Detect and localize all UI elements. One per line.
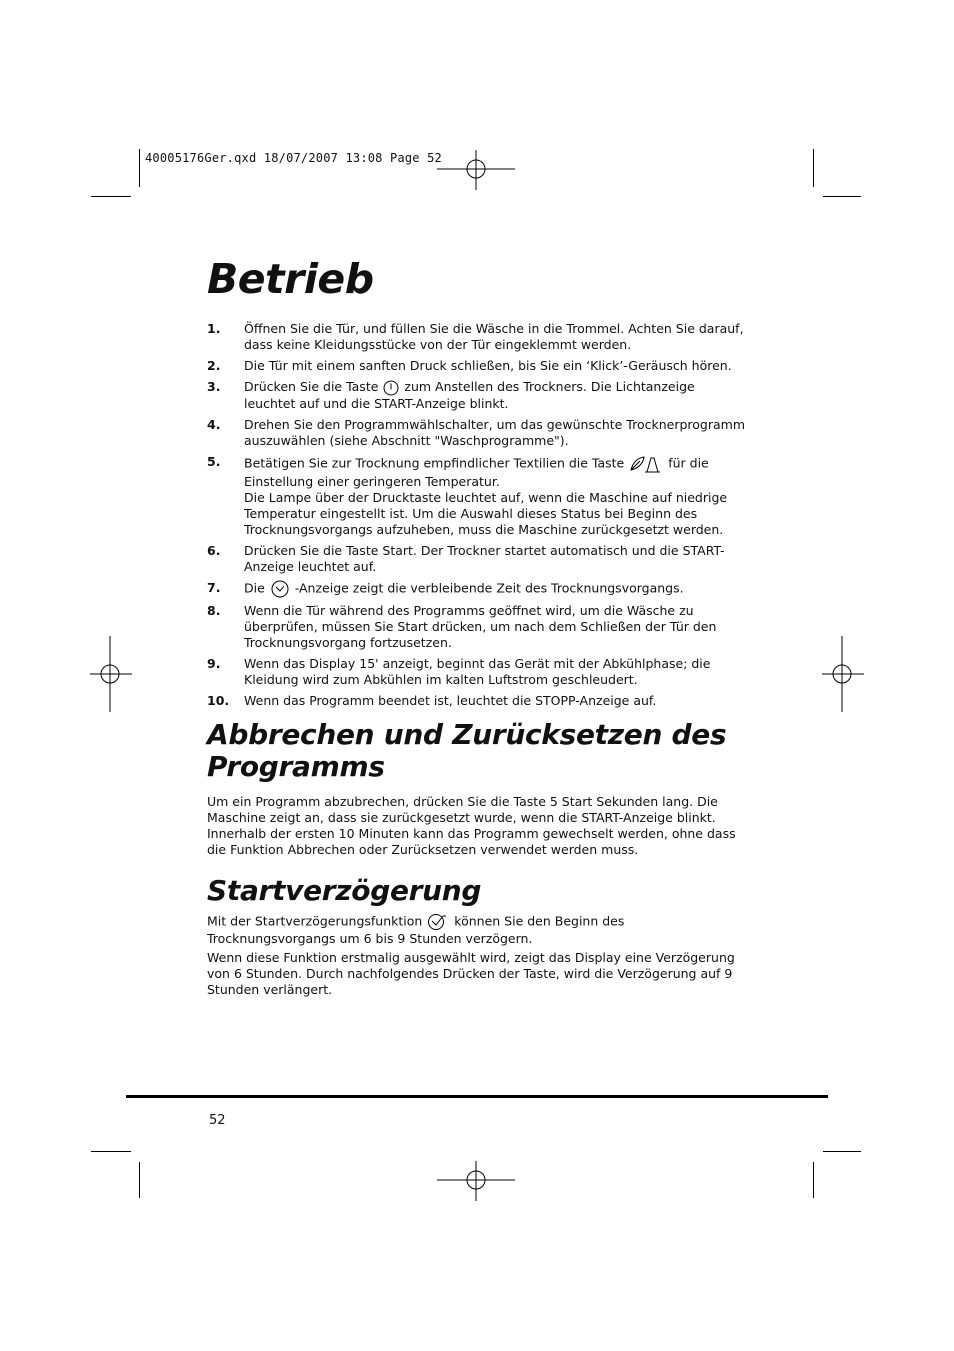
list-item: 6. Drücken Sie die Taste Start. Der Trockner startet automatisch und die START-Anzeige leuchtet auf. bbox=[207, 542, 725, 574]
cancel-paragraph: Um ein Programm abzubrechen, drücken Sie die Taste 5 Start Sekunden lang. Die Maschine zeigt an, dass sie zurückgesetzt wurde, wenn die START-Anzeige blinkt. Innerhalb der ersten 10 Minuten kann das Programm gewechselt werden, ohne dass die Funktion Abbrechen oder Zurücksetzen verwendet werden muss. bbox=[207, 794, 736, 857]
footer-divider bbox=[126, 1095, 828, 1098]
page-title: Betrieb bbox=[207, 255, 374, 303]
delay-paragraph-2: Wenn diese Funktion erstmalig ausgewählt wird, zeigt das Display eine Verzögerung von 6 Stunden. Durch nachfolgendes Drücken der Taste, wird die Verzögerung auf 9 Stunden verlängert. bbox=[207, 950, 735, 997]
list-item: 9. Wenn das Display 15' anzeigt, beginnt das Gerät mit der Abkühlphase; die Kleidung wird zum Abkühlen im kalten Luftstrom geschleudert. bbox=[207, 655, 711, 687]
list-item: 4. Drehen Sie den Programmwählschalter, um das gewünschte Trocknerprogramm auszuwählen (siehe Abschnitt "Waschprogramme"). bbox=[207, 416, 746, 448]
list-item: 2. Die Tür mit einem sanften Druck schließen, bis Sie ein ‘Klick’-Geräusch hören. bbox=[207, 358, 732, 373]
timer-icon bbox=[269, 580, 291, 598]
delay-paragraph-1: Mit der Startverzögerungsfunktion können Sie den Beginn des Trocknungsvorgangs um 6 bis 9 Stunden verzögern. bbox=[207, 913, 625, 946]
print-slug: 40005176Ger.qxd 18/07/2007 13:08 Page 52 bbox=[145, 151, 442, 165]
power-button-icon bbox=[382, 380, 400, 396]
page-number: 52 bbox=[209, 1113, 226, 1128]
list-item: 10. Wenn das Programm beendet ist, leuchtet die STOPP-Anzeige auf. bbox=[207, 692, 657, 708]
list-item: 1. Öffnen Sie die Tür, und füllen Sie die Wäsche in die Trommel. Achten Sie darauf, dass keine Kleidungsstücke von der Tür eingeklemmt werden. bbox=[207, 321, 744, 352]
delicate-low-temp-icon bbox=[628, 454, 664, 474]
delay-start-icon bbox=[426, 913, 450, 931]
registration-mark-top-icon bbox=[437, 150, 517, 190]
list-item: 5. Betätigen Sie zur Trocknung empfindlicher Textilien die Taste für die Einstellung einer geringeren Temperatur. Die Lampe über der Drucktaste leuchtet auf, wenn die Maschine auf niedrige Temperatur eingestellt ist. Um die Auswahl dieses Status bei Beginn des Trocknungsvorgangs aufzuheben, muss die Maschine zurückgesetzt werden. bbox=[207, 453, 728, 537]
registration-mark-bottom-icon bbox=[437, 1161, 517, 1201]
list-item: 7. Die -Anzeige zeigt die verbleibende Zeit des Trocknungsvorgangs. bbox=[207, 580, 747, 598]
section-heading-delay: Startverzögerung bbox=[207, 874, 482, 907]
list-item: 3. Drücken Sie die Taste zum Anstellen des Trockners. Die Lichtanzeige leuchtet auf und die START-Anzeige blinkt. bbox=[207, 379, 695, 411]
section-heading-cancel: Abbrechen und Zurücksetzen des Programms bbox=[207, 718, 727, 783]
operation-steps-list bbox=[207, 321, 747, 714]
registration-mark-left-icon bbox=[90, 636, 132, 712]
registration-mark-right-icon bbox=[822, 636, 864, 712]
list-item: 8. Wenn die Tür während des Programms geöffnet wird, um die Wäsche zu überprüfen, müssen Sie Start drücken, um nach dem Schließen der Tür den Trocknungsvorgang fortzusetzen. bbox=[207, 602, 717, 650]
